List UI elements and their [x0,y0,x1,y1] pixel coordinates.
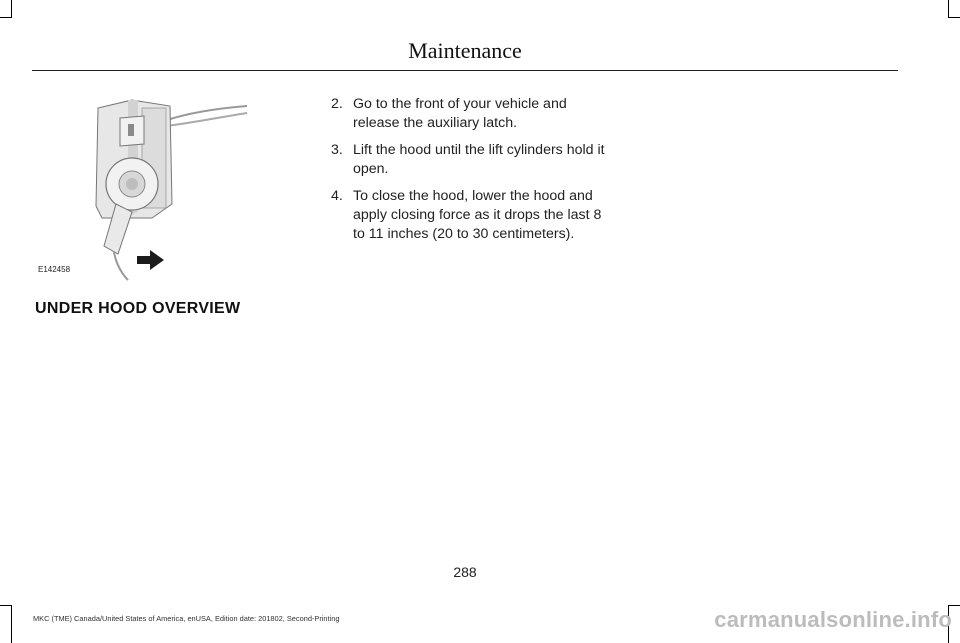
crop-mark-bottom-left-h [0,605,12,606]
page-title: Maintenance [408,38,522,63]
instruction-list [331,95,611,252]
step-number: 4. [331,188,343,204]
latch-illustration-icon [32,86,287,282]
crop-mark-top-left-h [0,17,12,18]
header-rule [32,70,898,71]
crop-mark-top-right-h [948,17,960,18]
figure-id: E142458 [38,265,71,274]
crop-mark-top-right-v [948,0,949,18]
footer-edition: MKC (TME) Canada/United States of America, enUSA, Edition date: 201802, Second-Printing [33,614,340,623]
step-number: 2. [331,96,343,112]
step-text: Lift the hood until the lift cylinders hold it open. [353,142,605,177]
step-text: Go to the front of your vehicle and release the auxiliary latch. [353,96,567,131]
crop-mark-bottom-right-h [948,605,960,606]
watermark: carmanualsonline.info [714,607,952,632]
list-item [331,187,611,244]
latch-figure [32,86,287,282]
right-arrow-icon [137,250,164,270]
section-heading: UNDER HOOD OVERVIEW [35,300,241,317]
step-text: To close the hood, lower the hood and apply closing force as it drops the last 8 to 11 inches (20 to 30 centimeters). [353,188,602,242]
crop-mark-top-left-v [11,0,12,18]
crop-mark-bottom-left-v [11,605,12,643]
list-item [331,95,611,133]
step-number: 3. [331,142,343,158]
list-item [331,141,611,179]
page-number: 288 [453,564,477,580]
